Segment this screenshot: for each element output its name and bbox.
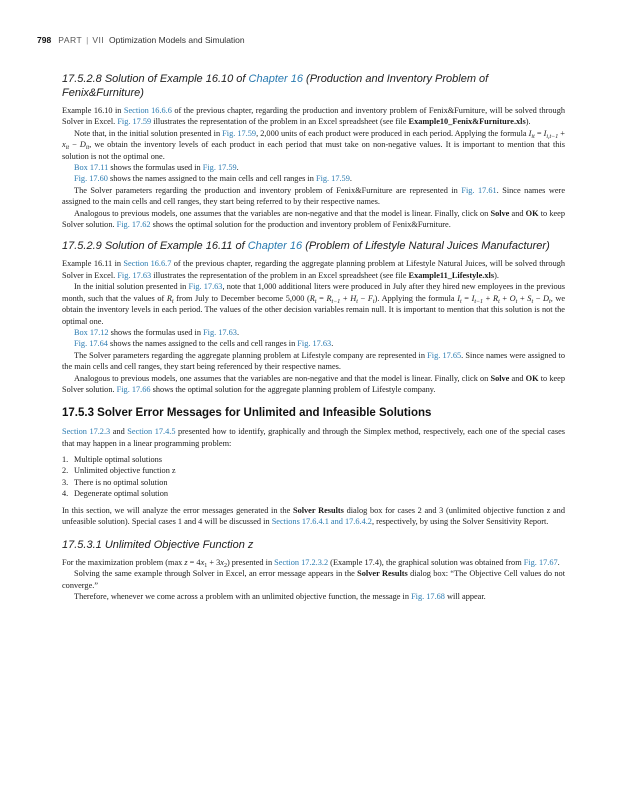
cross-reference-link[interactable]: Fig. 17.68 xyxy=(411,592,445,601)
cross-reference-link[interactable]: Section 17.4.5 xyxy=(127,427,176,437)
cross-reference-link[interactable]: Fig. 17.65 xyxy=(427,350,462,360)
cross-reference-link[interactable]: Section 16.6.7 xyxy=(123,259,172,269)
paragraph: The Solver parameters regarding the production and inventory problem of Fenix&Furniture are represented in Fig. 17.61. Since names were assigned to the main cells and cell ranges, they start being referred to by their respective names. xyxy=(62,185,566,207)
chapter-16-link[interactable]: Chapter 16 xyxy=(248,73,303,85)
list-item: 4. Degenerate optimal solution xyxy=(62,488,169,498)
list-item: 3. There is no optimal solution xyxy=(62,477,168,487)
cross-reference-link[interactable]: Fig. 17.63 xyxy=(188,282,223,292)
cross-reference-link[interactable]: Box 17.12 xyxy=(74,327,109,337)
running-title: Optimization Models and Simulation xyxy=(109,35,245,45)
paragraph: In this section, we will analyze the error messages generated in the Solver Results dialog box for cases 2 and 3 (unlimited objective function z and unfeasible solution). Special cases 1 and 4 will be discussed in Sections 17.6.4.1 and 17.6.4.2, respectively, by using the Solver Sensitivity Report. xyxy=(62,505,565,527)
cross-reference-link[interactable]: Fig. 17.59 xyxy=(315,174,350,184)
paragraph: Example 16.10 in Section 16.6.6 of the previous chapter, regarding the production and inventory problem of Fenix&Furniture, will be solved through Solver in Excel. Fig. 17.59 illustrates the representation of the problem in an Excel spreadsheet (see file Example10_Fenix&Furniture.xls). xyxy=(62,106,565,127)
page-number: 798 xyxy=(37,35,52,45)
paragraph: Box 17.12 shows the formulas used in Fig. 17.63. xyxy=(74,327,240,337)
cross-reference-link[interactable]: Fig. 17.62 xyxy=(116,220,151,230)
cross-reference-link[interactable]: Fig. 17.61 xyxy=(461,185,497,195)
paragraph: Example 16.11 in Section 16.6.7 of the previous chapter, regarding the aggregate planning problem at Lifestyle Natural Juices, will be solved through Solver in Excel. Fig. 17.63 illustrates the representation of the problem in an Excel spreadsheet (see file Example11_Lifestyle.xls). xyxy=(62,259,566,280)
paragraph: In the initial solution presented in Fig. 17.63, note that 1,000 additional liters were produced in July after they hired new employees in the previous month, such that the values of $R_t$ from July to December become 5,000 $(R_t = R_{t-1} + H_t - F_t)$. Applying the formula $I_t = I_{t-1} + R_t + O_t + S_t - D_t$, we obtain the inventory levels in each period. The values of the other decision variables remain null. It is important to mention that this solution is not the optimal one. xyxy=(62,282,566,326)
paragraph: Fig. 17.64 shows the names assigned to the cells and cell ranges in Fig. 17.63. xyxy=(74,339,334,349)
cross-reference-link[interactable]: Fig. 17.60 xyxy=(74,174,108,184)
paragraph: Box 17.11 shows the formulas used in Fig. 17.59. xyxy=(74,163,239,173)
cross-reference-link[interactable]: Fig. 17.63 xyxy=(203,327,237,337)
part-number: VII xyxy=(92,35,105,45)
cross-reference-link[interactable]: Box 17.11 xyxy=(74,163,109,173)
part-label: PART xyxy=(58,35,83,45)
running-head: 798 PART | VII Optimization Models and Simulation xyxy=(37,35,245,45)
section-heading-17-5-2-8: 17.5.2.8 Solution of Example 16.10 of Chapter 16 (Production and Inventory Problem of Fenix&Furniture) xyxy=(62,73,489,99)
list-item: 1. Multiple optimal solutions xyxy=(62,455,163,465)
cross-reference-link[interactable]: Fig. 17.66 xyxy=(116,384,151,394)
paragraph: Section 17.2.3 and Section 17.4.5 presented how to identify, graphically and through the Simplex method, respectively, each one of the special cases that may happen in a linear programming problem: xyxy=(62,427,565,448)
section-heading-17-5-2-9: 17.5.2.9 Solution of Example 16.11 of Chapter 16 (Problem of Lifestyle Natural Juices Manufacturer) xyxy=(62,240,550,253)
cross-reference-link[interactable]: Fig. 17.63 xyxy=(117,270,152,280)
list-item: 2. Unlimited objective function z xyxy=(62,466,176,476)
page-body xyxy=(62,72,565,602)
paragraph: Solving the same example through Solver in Excel, an error message appears in the Solver Results dialog box: “The Objective Cell values do not converge.” xyxy=(62,569,566,590)
cross-reference-link[interactable]: Fig. 17.63 xyxy=(297,339,332,349)
paragraph: Analogous to previous models, one assumes that the variables are non-negative and that the model is linear. Finally, click on Solve and OK to keep Solver solution. Fig. 17.66 shows the optimal solution for the aggregate planning problem of Lifestyle company. xyxy=(62,373,565,394)
cross-reference-link[interactable]: Fig. 17.59 xyxy=(202,163,237,173)
paragraph: Fig. 17.60 shows the names assigned to the main cells and cell ranges in Fig. 17.59. xyxy=(74,174,352,184)
cross-reference-link[interactable]: Fig. 17.67 xyxy=(523,557,558,567)
cross-reference-link[interactable]: Sections 17.6.4.1 and 17.6.4.2 xyxy=(271,517,372,527)
paragraph: The Solver parameters regarding the aggregate planning problem at Lifestyle company are represented in Fig. 17.65. Since names were assigned to the main cells and cell ranges, they start being referenced by their respective names. xyxy=(62,350,565,372)
paragraph: Analogous to previous models, one assumes that the variables are non-negative and that the model is linear. Finally, click on Solve and OK to keep Solver solution. Fig. 17.62 shows the optimal solution for the production and inventory problem of Fenix&Furniture. xyxy=(62,208,565,230)
paragraph: Note that, in the initial solution presented in Fig. 17.59, 2,000 units of each product were produced in each period. Applying the formula $I_{it} = I_{i,t-1} + x_{it} - D_{it}$, we obtain the inventory levels of each product in each period that must take on non-negative values. It is important to mention that this solution is not the optimal one. xyxy=(62,128,565,161)
special-cases-list xyxy=(62,454,565,499)
section-heading-17-5-3: 17.5.3 Solver Error Messages for Unlimited and Infeasible Solutions xyxy=(62,407,432,420)
section-heading-17-5-3-1: 17.5.3.1 Unlimited Objective Function z xyxy=(62,538,254,551)
cross-reference-link[interactable]: Fig. 17.59 xyxy=(222,128,257,138)
cross-reference-link[interactable]: Section 17.2.3 xyxy=(62,427,111,437)
chapter-16-link[interactable]: Chapter 16 xyxy=(247,240,303,253)
cross-reference-link[interactable]: Section 17.2.3.2 xyxy=(274,557,329,567)
cross-reference-link[interactable]: Fig. 17.64 xyxy=(74,339,108,349)
cross-reference-link[interactable]: Section 16.6.6 xyxy=(123,106,172,115)
paragraph: For the maximization problem (max $z = 4x_1 + 3x_2$) presented in Section 17.2.3.2 (Example 17.4), the graphical solution was obtained from Fig. 17.67. xyxy=(62,557,560,569)
cross-reference-link[interactable]: Fig. 17.59 xyxy=(117,117,152,127)
paragraph: Therefore, whenever we come across a problem with an unlimited objective function, the message in Fig. 17.68 will appear. xyxy=(74,592,486,601)
